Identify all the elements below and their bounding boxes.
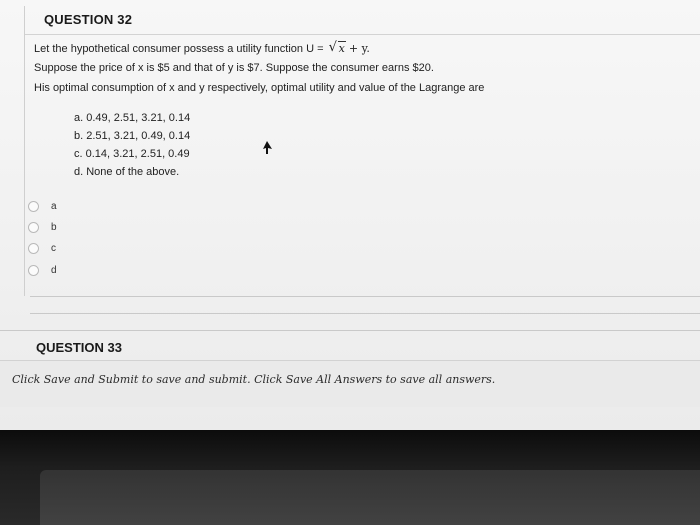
answer-choice-c[interactable] — [28, 240, 56, 256]
radicand: x — [338, 42, 345, 55]
option-text-d: d. None of the above. — [74, 166, 180, 178]
save-instructions-text: Click Save and Submit to save and submit. Click Save All Answers to save all answers. — [12, 373, 496, 386]
square-root — [329, 42, 346, 55]
keyboard-edge — [40, 470, 700, 525]
option-text-a: a. 0.49, 2.51, 3.21, 0.14 — [74, 112, 191, 124]
radio-label-d: d — [51, 264, 57, 276]
question-divider-top — [30, 296, 700, 297]
radical-sign-icon: √ — [328, 40, 337, 55]
stem-utility-text: Let the hypothetical consumer possess a utility function U = — [34, 43, 324, 55]
question-33-title: QUESTION 33 — [36, 340, 122, 355]
question-divider-mid — [30, 313, 700, 314]
radio-a[interactable] — [28, 201, 39, 212]
radio-label-a: a — [51, 200, 57, 212]
question-stem-ask: His optimal consumption of x and y respectively, optimal utility and value of the Lagrange are — [34, 82, 485, 94]
question-stem-utility — [34, 42, 370, 55]
radio-c[interactable] — [28, 243, 39, 254]
radio-d[interactable] — [28, 265, 39, 276]
option-text-b: b. 2.51, 3.21, 0.49, 0.14 — [74, 130, 191, 142]
answer-choice-b[interactable] — [28, 219, 57, 235]
stem-utility-suffix: + y. — [348, 42, 370, 55]
option-text-c: c. 0.14, 3.21, 2.51, 0.49 — [74, 148, 190, 160]
answer-choice-a[interactable] — [28, 198, 57, 214]
radio-label-b: b — [51, 221, 57, 233]
radio-b[interactable] — [28, 222, 39, 233]
mouse-cursor-icon — [262, 140, 274, 156]
answer-choice-d[interactable] — [28, 262, 57, 278]
radio-label-c: c — [51, 242, 56, 254]
question-header-divider — [25, 34, 700, 35]
question-32-title: QUESTION 32 — [44, 12, 133, 27]
question-stem-prices: Suppose the price of x is $5 and that of y is $7. Suppose the consumer earns $20. — [34, 62, 434, 74]
question-divider-bottom — [0, 330, 700, 331]
